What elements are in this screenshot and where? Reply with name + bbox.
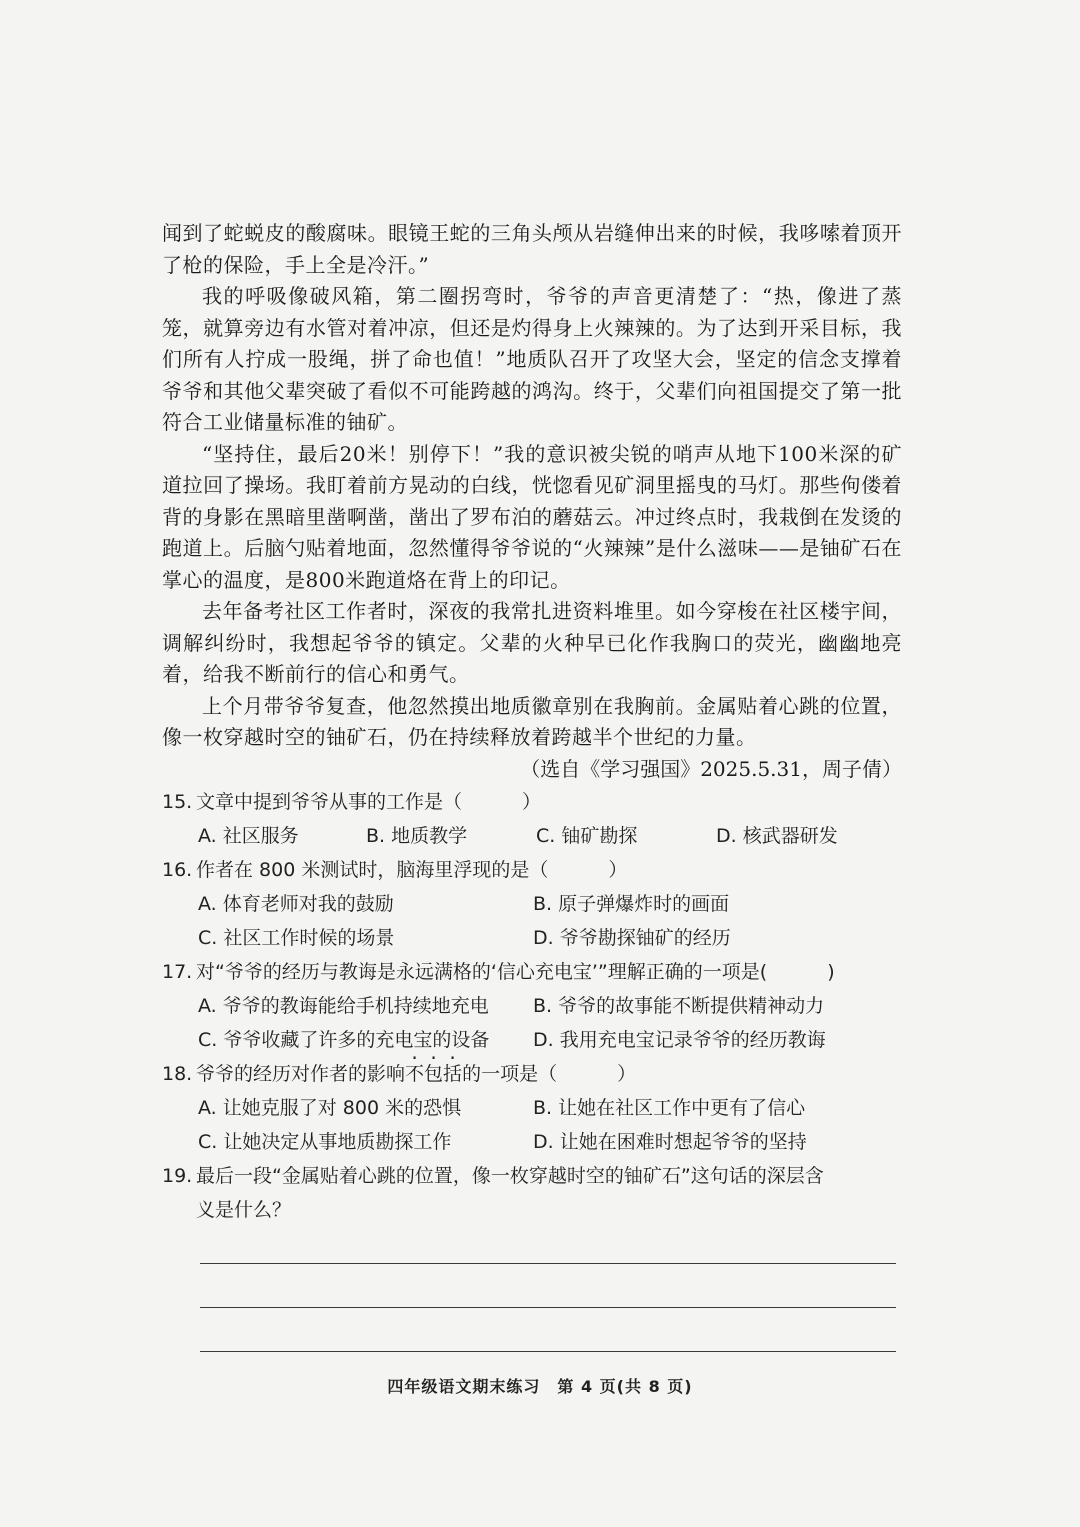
option-b[interactable]: B. 地质教学 [366, 825, 468, 847]
passage-paragraph-1: 闻到了蛇蜕皮的酸腐味。眼镜王蛇的三角头颅从岩缝伸出来的时候，我哆嗦着顶开了枪的保险，手上全是冷汗。” [162, 221, 902, 277]
passage-paragraph-4: 去年备考社区工作者时，深夜的我常扎进资料堆里。如今穿梭在社区楼宇间，调解纠纷时，我想起爷爷的镇定。父辈的火种早已化作我胸口的荧光，幽幽地亮着，给我不断前行的信心和勇气。 [162, 599, 902, 686]
question-16-options [162, 887, 902, 955]
option-d[interactable]: D. 爷爷勘探铀矿的经历 [533, 927, 731, 949]
page-footer: 四年级语文期末练习 第 4 页(共 8 页) [387, 1377, 693, 1396]
question-bracket-close: ) [827, 961, 835, 983]
question-15 [162, 785, 902, 819]
exam-page [162, 218, 902, 1227]
passage-source: （选自《学习强国》2025.5.31，周子倩） [520, 756, 902, 781]
question-18 [162, 1057, 902, 1091]
question-bracket-close: ） [617, 1063, 637, 1085]
passage-paragraph-2: 我的呼吸像破风箱，第二圈拐弯时，爷爷的声音更清楚了：“热，像进了蒸笼，就算旁边有水管对着冲凉，但还是灼得身上火辣辣的。为了达到开采目标，我们所有人拧成一股绳，拼了命也值！”地质队召开了攻坚大会，坚定的信念支撑着爷爷和其他父辈突破了看似不可能跨越的鸿沟。终于，父辈们向祖国提交了第一批符合工业储量标准的铀矿。 [162, 284, 902, 434]
emphasis-char: 包 [424, 1063, 444, 1085]
question-19 [162, 1159, 902, 1193]
question-bracket-close: ） [522, 791, 542, 813]
question-number: 17. [162, 961, 193, 983]
question-number: 19. [162, 1165, 193, 1187]
passage-paragraph-3: “坚持住，最后20米！别停下！”我的意识被尖锐的哨声从地下100米深的矿道拉回了操场。我盯着前方晃动的白线，恍惚看见矿洞里摇曳的马灯。那些佝偻着背的身影在黑暗里凿啊凿，凿出了罗布泊的蘑菇云。冲过终点时，我栽倒在发烫的跑道上。后脑勺贴着地面，忽然懂得爷爷说的“火辣辣”是什么滋味——是铀矿石在掌心的温度，是800米跑道烙在背上的印记。 [162, 441, 902, 592]
question-18-options [162, 1091, 902, 1159]
answer-line[interactable] [200, 1307, 896, 1308]
question-text: 作者在 800 米测试时，脑海里浮现的是（ [196, 859, 549, 881]
question-text: 爷爷的经历对作者的影响 [196, 1063, 406, 1085]
option-b[interactable]: B. 原子弹爆炸时的画面 [533, 893, 730, 915]
question-17 [162, 955, 902, 989]
question-text-line-1: 最后一段“金属贴着心跳的位置，像一枚穿越时空的铀矿石”这句话的深层含 [196, 1165, 824, 1187]
question-text: 文章中提到爷爷从事的工作是（ [196, 791, 463, 813]
option-a[interactable]: A. 爷爷的教诲能给手机持续地充电 [198, 995, 489, 1017]
option-c[interactable]: C. 让她决定从事地质勘探工作 [198, 1131, 452, 1153]
option-c[interactable]: C. 社区工作时候的场景 [198, 927, 395, 949]
answer-line[interactable] [200, 1263, 896, 1264]
question-19-line-2: 义是什么？ [196, 1199, 292, 1221]
option-a[interactable]: A. 社区服务 [198, 825, 299, 847]
question-16 [162, 853, 902, 887]
answer-line[interactable] [200, 1351, 896, 1352]
question-text: 的一项是（ [462, 1063, 558, 1085]
option-a[interactable]: A. 体育老师对我的鼓励 [198, 893, 394, 915]
question-bracket-close: ） [608, 859, 628, 881]
passage-paragraph-5: 上个月带爷爷复查，他忽然摸出地质徽章别在我胸前。金属贴着心跳的位置，像一枚穿越时空的铀矿石，仍在持续释放着跨越半个世纪的力量。 [162, 693, 902, 749]
option-b[interactable]: B. 让她在社区工作中更有了信心 [533, 1097, 806, 1119]
option-a[interactable]: A. 让她克服了对 800 米的恐惧 [198, 1097, 462, 1119]
emphasis-char: 括 [443, 1063, 463, 1085]
question-text: 对“爷爷的经历与教诲是永远满格的‘信心充电宝’”理解正确的一项是( [196, 961, 768, 983]
question-number: 15. [162, 791, 193, 813]
option-d[interactable]: D. 核武器研发 [716, 825, 838, 847]
question-17-options [162, 989, 902, 1057]
option-b[interactable]: B. 爷爷的故事能不断提供精神动力 [533, 995, 825, 1017]
option-c[interactable]: C. 铀矿勘探 [536, 825, 638, 847]
option-d[interactable]: D. 让她在困难时想起爷爷的坚持 [533, 1131, 807, 1153]
option-d[interactable]: D. 我用充电宝记录爷爷的经历教诲 [533, 1029, 826, 1051]
option-c[interactable]: C. 爷爷收藏了许多的充电宝的设备 [198, 1029, 490, 1051]
question-number: 18. [162, 1063, 193, 1085]
emphasis-char: 不 [405, 1063, 425, 1085]
question-number: 16. [162, 859, 193, 881]
question-15-options [162, 819, 902, 853]
